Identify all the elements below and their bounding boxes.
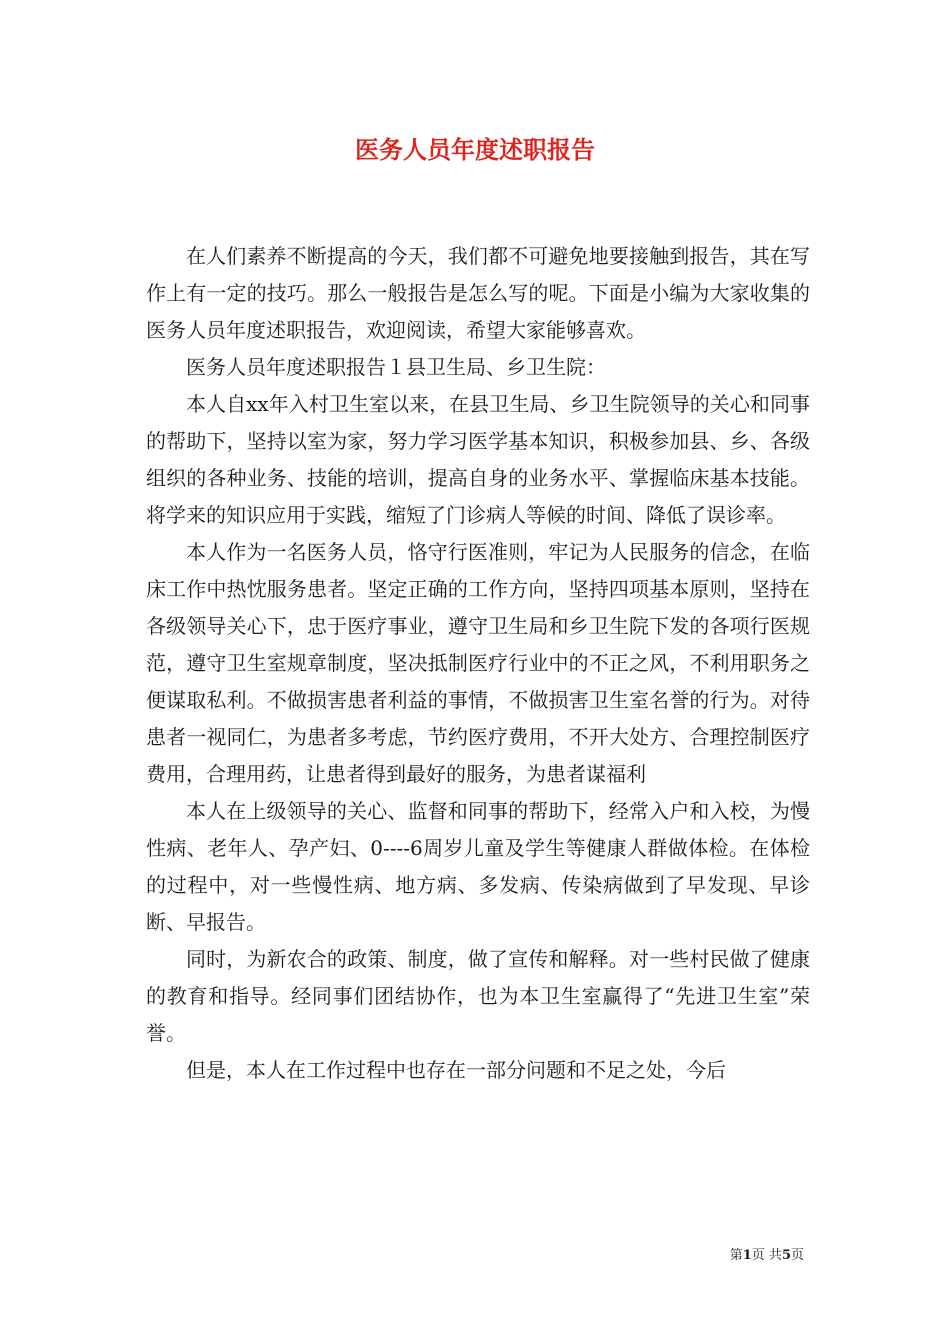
footer-middle: 页 共 <box>751 1248 782 1263</box>
document-title: 医务人员年度述职报告 <box>355 135 595 164</box>
paragraph-shortcomings: 但是，本人在工作过程中也存在一部分问题和不足之处，今后 <box>186 1058 726 1082</box>
footer-suffix: 页 <box>790 1248 804 1263</box>
footer-total-pages: 5 <box>781 1248 791 1263</box>
paragraph-intro: 在人们素养不断提高的今天，我们都不可避免地要接触到报告，其在写作上有一定的技巧。那么一般报告是怎么写的呢。下面是小编为大家收集的医务人员年度述职报告，欢迎阅读，希望大家能够喜欢。 <box>146 244 810 342</box>
paragraph-ethics: 本人作为一名医务人员，恪守行医准则，牢记为人民服务的信念，在临床工作中热忱服务患者。坚定正确的工作方向，坚持四项基本原则，坚持在各级领导关心下，忠于医疗事业，遵守卫生局和乡卫生院下发的各项行医规范，遵守卫生室规章制度，坚决抵制医疗行业中的不正之风，不利用职务之便谋取私利。不做损害患者利益的事情，不做损害卫生室名誉的行为。对待患者一视同仁，为患者多考虑，节约医疗费用，不开大处方、合理控制医疗费用，合理用药，让患者得到最好的服务，为患者谋福利 <box>146 540 810 786</box>
paragraph-salutation: 医务人员年度述职报告１县卫生局、乡卫生院： <box>186 355 606 379</box>
paragraph-checkups: 本人在上级领导的关心、监督和同事的帮助下，经常入户和入校，为慢性病、老年人、孕产妇、0----6周岁儿童及学生等健康人群做体检。在体检的过程中，对一些慢性病、地方病、多发病、传染病做到了早发现、早诊断、早报告。 <box>146 799 810 934</box>
document-body <box>146 238 810 1089</box>
paragraph-study: 本人自xx年入村卫生室以来，在县卫生局、乡卫生院领导的关心和同事的帮助下，坚持以室为家，努力学习医学基本知识，积极参加县、乡、各级组织的各种业务、技能的培训，提高自身的业务水平、掌握临床基本技能。将学来的知识应用于实践，缩短了门诊病人等候的时间、降低了误诊率。 <box>146 392 810 527</box>
footer-prefix: 第 <box>729 1248 743 1263</box>
page-number-footer <box>730 1247 804 1265</box>
footer-current-page: 1 <box>742 1248 752 1263</box>
paragraph-publicity: 同时，为新农合的政策、制度，做了宣传和解释。对一些村民做了健康的教育和指导。经同事们团结协作，也为本卫生室赢得了“先进卫生室”荣誉。 <box>146 947 810 1045</box>
